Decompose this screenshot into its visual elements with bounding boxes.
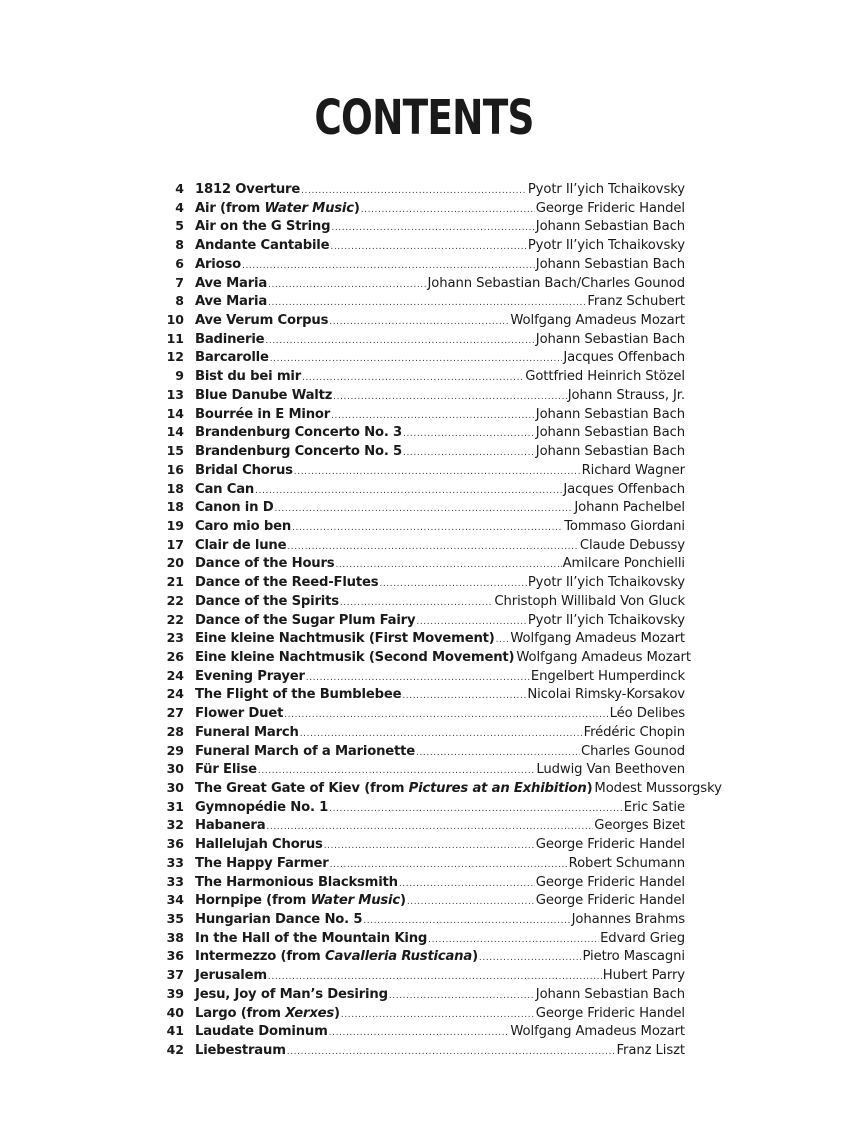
toc-dot-leader xyxy=(379,575,526,594)
toc-entry xyxy=(160,629,685,648)
toc-page-number: 32 xyxy=(166,817,184,833)
toc-page-number: 34 xyxy=(166,892,184,908)
toc-page-number: 16 xyxy=(166,461,184,477)
toc-dot-leader xyxy=(301,182,527,201)
toc-composer: Gottfried Heinrich Stözel xyxy=(525,369,685,385)
toc-page-number: 27 xyxy=(166,705,184,721)
toc-piece-title: Dance of the Spirits xyxy=(195,593,339,609)
toc-page-number: 28 xyxy=(166,723,184,739)
toc-title-italic-part: Cavalleria Rusticana xyxy=(325,949,473,965)
toc-composer: Jacques Offenbach xyxy=(563,481,685,497)
toc-piece-title: Laudate Dominum xyxy=(195,1024,328,1040)
toc-composer: Frédéric Chopin xyxy=(583,724,685,740)
toc-page-number: 18 xyxy=(166,480,184,496)
toc-entry xyxy=(160,423,685,442)
toc-entry xyxy=(160,704,685,723)
toc-page-number: 35 xyxy=(166,911,184,927)
toc-entry xyxy=(160,480,685,499)
toc-dot-leader xyxy=(242,257,535,276)
toc-piece-title: Funeral March of a Marionette xyxy=(195,743,415,759)
toc-page-number: 4 xyxy=(175,199,184,215)
toc-composer: Robert Schumann xyxy=(568,855,685,871)
toc-entry xyxy=(160,217,685,236)
toc-piece-title: Arioso xyxy=(195,256,241,272)
toc-title-part: ) xyxy=(353,200,360,216)
toc-composer: Johann Sebastian Bach xyxy=(535,986,685,1002)
toc-entry xyxy=(160,873,685,892)
page-title: CONTENTS xyxy=(314,90,534,146)
toc-title-part: The Great Gate of Kiev (from xyxy=(195,781,409,796)
toc-page-number: 38 xyxy=(166,929,184,945)
toc-entry xyxy=(160,405,685,424)
toc-page-number: 15 xyxy=(166,443,184,459)
toc-composer: Johann Sebastian Bach/Charles Gounod xyxy=(427,275,685,291)
toc-dot-leader xyxy=(389,987,535,1006)
toc-entry xyxy=(160,536,685,555)
toc-piece-title: Blue Danube Waltz xyxy=(195,387,333,403)
toc-title-italic-part: Water Music xyxy=(310,893,400,909)
toc-piece-title: Hungarian Dance No. 5 xyxy=(195,912,363,928)
toc-piece-title: Liebestraum xyxy=(195,1043,286,1059)
toc-composer: Nicolai Rimsky-Korsakov xyxy=(527,687,685,703)
toc-piece-title: Andante Cantabile xyxy=(195,238,330,254)
toc-piece-title: Habanera xyxy=(195,818,266,834)
toc-title-part: ) xyxy=(586,781,593,796)
toc-piece-title: Eine kleine Nachtmusik (First Movement) xyxy=(195,631,495,647)
toc-page-number: 42 xyxy=(166,1042,184,1058)
toc-piece-title: Für Elise xyxy=(195,762,257,778)
toc-piece-title: Air on the G String xyxy=(195,219,331,235)
toc-dot-leader xyxy=(268,294,586,313)
toc-composer: George Frideric Handel xyxy=(535,874,685,890)
toc-piece-title: Jesu, Joy of Man’s Desiring xyxy=(195,986,388,1002)
toc-piece-title: Bridal Chorus xyxy=(195,462,293,478)
toc-dot-leader xyxy=(268,276,426,295)
toc-entry xyxy=(160,292,685,311)
toc-composer: Wolfgang Amadeus Mozart xyxy=(510,313,685,329)
toc-composer: Georges Bizet xyxy=(594,818,685,834)
toc-entry xyxy=(160,910,685,929)
toc-piece-title: Flower Duet xyxy=(195,706,284,722)
toc-entry xyxy=(160,498,685,517)
toc-dot-leader xyxy=(270,350,563,369)
toc-composer: Eric Satie xyxy=(623,799,685,815)
toc-entry xyxy=(160,798,685,817)
toc-entry xyxy=(160,461,685,480)
toc-composer: Hubert Parry xyxy=(602,968,685,984)
toc-dot-leader xyxy=(363,912,570,931)
toc-composer: Wolfgang Amadeus Mozart xyxy=(516,649,691,665)
toc-piece-title xyxy=(195,1005,340,1024)
toc-entry xyxy=(160,891,685,910)
toc-page-number: 8 xyxy=(175,293,184,309)
toc-composer: Christoph Willibald Von Gluck xyxy=(494,593,685,609)
toc-page-number: 21 xyxy=(166,574,184,590)
toc-entry xyxy=(160,442,685,461)
toc-dot-leader xyxy=(331,407,535,426)
toc-dot-leader xyxy=(402,687,526,706)
toc-dot-leader xyxy=(428,931,599,950)
toc-piece-title xyxy=(195,892,406,911)
toc-entry xyxy=(160,386,685,405)
toc-title-part: ) xyxy=(472,949,478,965)
toc-composer: George Frideric Handel xyxy=(535,200,685,216)
toc-page-number: 33 xyxy=(166,873,184,889)
toc-piece-title: The Harmonious Blacksmith xyxy=(195,874,398,890)
toc-composer: Richard Wagner xyxy=(581,462,685,478)
toc-dot-leader xyxy=(274,500,573,519)
toc-entry xyxy=(160,199,685,218)
toc-composer: George Frideric Handel xyxy=(535,1005,685,1021)
toc-composer: Engelbert Humperdinck xyxy=(530,668,685,684)
toc-entry xyxy=(160,311,685,330)
toc-entry xyxy=(160,180,685,199)
toc-entry xyxy=(160,685,685,704)
toc-dot-leader xyxy=(265,332,534,351)
toc-dot-leader xyxy=(416,613,526,632)
toc-piece-title: Dance of the Reed-Flutes xyxy=(195,575,379,591)
toc-page-number: 24 xyxy=(166,667,184,683)
toc-dot-leader xyxy=(335,556,561,575)
toc-page-number: 10 xyxy=(166,312,184,328)
toc-piece-title: Caro mio ben xyxy=(195,518,292,534)
toc-page-number: 37 xyxy=(166,967,184,983)
toc-composer: Pyotr Il’yich Tchaikovsky xyxy=(527,182,685,197)
toc-composer: Franz Liszt xyxy=(616,1043,685,1059)
toc-dot-leader xyxy=(340,594,494,613)
toc-entry xyxy=(160,667,685,686)
toc-piece-title: Funeral March xyxy=(195,724,299,740)
toc-piece-title: Clair de lune xyxy=(195,537,287,553)
toc-composer: Johann Strauss, Jr. xyxy=(567,387,685,403)
toc-dot-leader xyxy=(268,968,602,987)
toc-piece-title: Gymnopédie No. 1 xyxy=(195,799,329,815)
toc-dot-leader xyxy=(399,875,535,894)
toc-piece-title: Dance of the Sugar Plum Fairy xyxy=(195,612,416,628)
toc-entry xyxy=(160,723,685,742)
toc-entry xyxy=(160,760,685,779)
toc-composer: Johann Sebastian Bach xyxy=(535,406,685,422)
toc-title-italic-part: Water Music xyxy=(264,200,354,216)
toc-entry xyxy=(160,947,685,966)
toc-piece-title: Brandenburg Concerto No. 3 xyxy=(195,425,402,441)
toc-piece-title: Canon in D xyxy=(195,500,274,516)
toc-composer: Johann Sebastian Bach xyxy=(535,331,685,347)
toc-entry xyxy=(160,517,685,536)
toc-dot-leader xyxy=(294,463,581,482)
toc-composer: Wolfgang Amadeus Mozart xyxy=(510,1024,685,1040)
toc-composer: Pyotr Il’yich Tchaikovsky xyxy=(527,612,685,628)
toc-title-italic-part: Xerxes xyxy=(285,1005,335,1021)
toc-entry xyxy=(160,854,685,873)
toc-composer: Johann Pachelbel xyxy=(574,500,685,516)
toc-composer: Pyotr Il’yich Tchaikovsky xyxy=(527,575,685,591)
toc-composer: Edvard Grieg xyxy=(600,930,685,946)
toc-piece-title: Jerusalem xyxy=(195,968,267,984)
toc-entry xyxy=(160,611,685,630)
toc-page-number: 14 xyxy=(166,424,184,440)
toc-piece-title: Can Can xyxy=(195,481,255,497)
toc-piece-title: Ave Maria xyxy=(195,275,268,291)
toc-composer: Pietro Mascagni xyxy=(582,949,685,965)
toc-composer: Johannes Brahms xyxy=(571,912,685,928)
toc-entry xyxy=(160,367,685,386)
toc-composer: Wolfgang Amadeus Mozart xyxy=(510,631,685,647)
toc-composer: Léo Delibes xyxy=(609,706,685,722)
toc-piece-title: Ave Verum Corpus xyxy=(195,313,329,329)
toc-title-italic-part: Pictures at an Exhibition xyxy=(408,781,587,796)
toc-piece-title: 1812 Overture xyxy=(195,182,301,197)
toc-page-number: 33 xyxy=(166,854,184,870)
toc-title-part: ) xyxy=(334,1005,340,1021)
toc-page-number: 40 xyxy=(166,1004,184,1020)
toc-entry xyxy=(160,236,685,255)
toc-dot-leader xyxy=(331,219,534,238)
toc-composer: Franz Schubert xyxy=(587,294,685,310)
toc-page-number: 17 xyxy=(166,536,184,552)
toc-composer: Johann Sebastian Bach xyxy=(535,256,685,272)
toc-dot-leader xyxy=(329,1024,510,1043)
toc-entry xyxy=(160,573,685,592)
toc-page-number: 36 xyxy=(166,948,184,964)
toc-entry xyxy=(160,742,685,761)
toc-dot-leader xyxy=(258,762,535,781)
toc-title-part: Air (from xyxy=(195,200,265,216)
toc-dot-leader xyxy=(287,1043,616,1062)
toc-composer: George Frideric Handel xyxy=(535,893,685,909)
toc-entry xyxy=(160,330,685,349)
toc-composer: Johann Sebastian Bach xyxy=(535,425,685,441)
toc-piece-title: Barcarolle xyxy=(195,350,269,366)
toc-dot-leader xyxy=(284,706,608,725)
toc-piece-title: The Happy Farmer xyxy=(195,855,329,871)
toc-dot-leader xyxy=(300,725,583,744)
toc-entry xyxy=(160,779,722,798)
toc-page-number: 11 xyxy=(166,330,184,346)
toc-dot-leader xyxy=(255,482,562,501)
toc-title-part: Intermezzo (from xyxy=(195,949,325,965)
toc-dot-leader xyxy=(361,201,535,220)
toc-composer: Pyotr Il’yich Tchaikovsky xyxy=(527,238,685,254)
toc-piece-title: In the Hall of the Mountain King xyxy=(195,930,428,946)
toc-dot-leader xyxy=(341,1006,535,1025)
toc-entry xyxy=(160,592,685,611)
toc-page-number: 7 xyxy=(175,274,184,290)
toc-entry xyxy=(160,835,685,854)
toc-piece-title xyxy=(195,948,478,967)
toc-composer: Charles Gounod xyxy=(581,743,685,759)
toc-page-number: 8 xyxy=(175,237,184,253)
toc-page-number: 30 xyxy=(166,761,184,777)
toc-entry xyxy=(160,255,685,274)
toc-piece-title: Dance of the Hours xyxy=(195,556,335,572)
toc-dot-leader xyxy=(416,744,580,763)
toc-page-number: 6 xyxy=(175,255,184,271)
toc-entry xyxy=(160,554,685,573)
toc-page-number: 23 xyxy=(166,630,184,646)
toc-dot-leader xyxy=(496,631,510,650)
toc-page-number: 29 xyxy=(166,742,184,758)
toc-composer: Ludwig Van Beethoven xyxy=(536,762,685,778)
toc-dot-leader xyxy=(330,238,526,257)
toc-dot-leader xyxy=(306,669,530,688)
toc-page-number: 13 xyxy=(166,386,184,402)
toc-title-part: Hornpipe (from xyxy=(195,893,311,909)
toc-piece-title: Evening Prayer xyxy=(195,668,305,684)
toc-page-number: 18 xyxy=(166,499,184,515)
toc-dot-leader xyxy=(403,425,535,444)
toc-piece-title: Ave Maria xyxy=(195,294,268,310)
table-of-contents xyxy=(160,180,722,1060)
toc-page-number: 31 xyxy=(166,798,184,814)
toc-piece-title: Bist du bei mir xyxy=(195,369,301,385)
toc-page-number: 19 xyxy=(166,517,184,533)
toc-dot-leader xyxy=(292,519,563,538)
toc-composer: Modest Mussorgsky xyxy=(594,781,722,796)
toc-composer: Tommaso Giordani xyxy=(564,518,685,534)
toc-dot-leader xyxy=(330,856,568,875)
toc-dot-leader xyxy=(324,837,535,856)
toc-composer: Claude Debussy xyxy=(579,537,685,553)
toc-dot-leader xyxy=(407,893,535,912)
toc-page-number: 26 xyxy=(166,648,184,664)
toc-composer: Johann Sebastian Bach xyxy=(535,444,685,460)
toc-dot-leader xyxy=(403,444,535,463)
toc-composer: Johann Sebastian Bach xyxy=(535,219,685,235)
toc-entry xyxy=(160,816,685,835)
toc-entry xyxy=(160,929,685,948)
toc-piece-title: Badinerie xyxy=(195,331,265,347)
toc-piece-title: Bourrée in E Minor xyxy=(195,406,331,422)
toc-page-number: 12 xyxy=(166,349,184,365)
toc-entry xyxy=(160,348,685,367)
toc-dot-leader xyxy=(287,538,579,557)
toc-page-number: 41 xyxy=(166,1023,184,1039)
toc-entry xyxy=(160,648,691,667)
toc-page-number: 20 xyxy=(166,555,184,571)
toc-entry xyxy=(160,274,685,293)
toc-page-number: 14 xyxy=(166,405,184,421)
toc-piece-title: Brandenburg Concerto No. 5 xyxy=(195,444,402,460)
toc-piece-title: Hallelujah Chorus xyxy=(195,837,323,853)
toc-dot-leader xyxy=(266,818,593,837)
toc-composer: Jacques Offenbach xyxy=(563,350,685,366)
toc-piece-title: Eine kleine Nachtmusik (Second Movement) xyxy=(195,649,515,665)
toc-page-number: 5 xyxy=(175,218,184,234)
toc-dot-leader xyxy=(479,949,582,968)
toc-title-part: Largo (from xyxy=(195,1005,286,1021)
toc-page-number: 4 xyxy=(175,181,184,196)
toc-entry xyxy=(160,966,685,985)
toc-page-number: 39 xyxy=(166,985,184,1001)
toc-page-number: 30 xyxy=(166,780,184,795)
toc-entry xyxy=(160,1004,685,1023)
toc-composer: Amilcare Ponchielli xyxy=(562,556,685,572)
toc-piece-title xyxy=(195,200,360,219)
toc-page-number: 24 xyxy=(166,686,184,702)
toc-dot-leader xyxy=(302,369,524,388)
toc-title-part: ) xyxy=(399,893,406,909)
toc-entry xyxy=(160,1022,685,1041)
toc-dot-leader xyxy=(333,388,567,407)
toc-dot-leader xyxy=(329,800,623,819)
toc-entry xyxy=(160,1041,685,1060)
toc-page-number: 22 xyxy=(166,592,184,608)
toc-page-number: 9 xyxy=(175,368,184,384)
toc-dot-leader xyxy=(329,313,509,332)
toc-piece-title xyxy=(195,780,592,799)
toc-page-number: 36 xyxy=(166,836,184,852)
toc-composer: George Frideric Handel xyxy=(535,837,685,853)
toc-page-number: 22 xyxy=(166,611,184,627)
toc-piece-title: The Flight of the Bumblebee xyxy=(195,687,402,703)
toc-entry xyxy=(160,985,685,1004)
